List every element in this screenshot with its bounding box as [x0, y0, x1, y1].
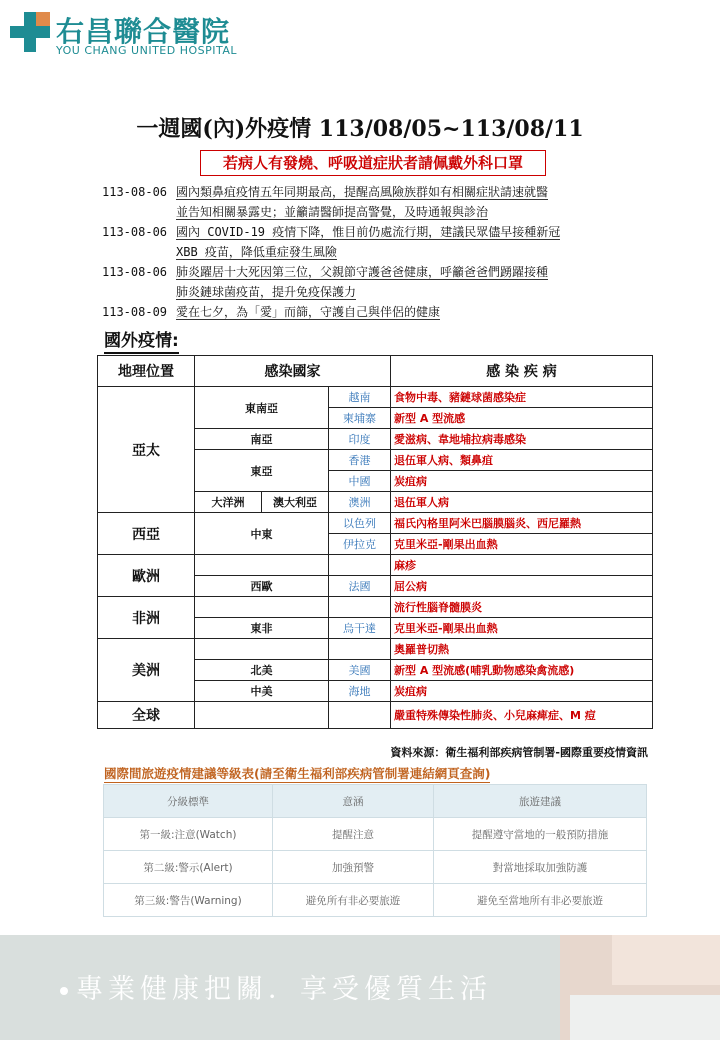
news-date: 113-08-09: [102, 305, 168, 319]
table-row: [98, 555, 653, 576]
disease-cell: 屈公病: [391, 576, 653, 597]
disease-cell: 炭疽病: [391, 471, 653, 492]
news-text-line: 愛在七夕，為「愛」而篩，守護自己與伴侶的健康: [176, 305, 441, 319]
table-header-row: [98, 356, 653, 387]
region-cell: 西亞: [98, 513, 195, 555]
subregion-cell: 中美: [195, 681, 329, 702]
news-text-line: 國內 COVID-19 疫情下降，惟目前仍處流行期，建議民眾儘早接種新冠: [176, 225, 561, 239]
disease-cell: 流行性腦脊髓膜炎: [391, 597, 653, 618]
country-cell: 以色列: [329, 513, 391, 534]
country-cell: 印度: [329, 429, 391, 450]
disease-cell: 退伍軍人病: [391, 492, 653, 513]
table-row: [104, 818, 647, 851]
news-item: [102, 222, 662, 262]
travel-advice-cell: 提醒遵守當地的一般預防措施: [434, 818, 647, 851]
subregion-cell: 北美: [195, 660, 329, 681]
disease-cell: 福氏內格里阿米巴腦膜腦炎、西尼羅熱: [391, 513, 653, 534]
country-cell: 香港: [329, 450, 391, 471]
disease-cell: 愛滋病、韋地埔拉病毒感染: [391, 429, 653, 450]
subregion-cell: 東南亞: [195, 387, 329, 429]
news-item: [102, 302, 662, 322]
subregion-cell: 南亞: [195, 429, 329, 450]
table-row: [104, 884, 647, 917]
travel-meaning-cell: 提醒注意: [273, 818, 434, 851]
table-row: [98, 702, 653, 729]
country-cell: [329, 639, 391, 660]
news-item: [102, 182, 662, 222]
header-country: 感染國家: [195, 356, 391, 387]
disease-cell: 炭疽病: [391, 681, 653, 702]
travel-header-meaning: 意涵: [273, 785, 434, 818]
slogan-text: 專業健康把關．享受優質生活: [76, 974, 492, 1005]
disease-cell: 克里米亞-剛果出血熱: [391, 618, 653, 639]
country-cell: [329, 702, 391, 729]
travel-header-advice: 旅遊建議: [434, 785, 647, 818]
news-text-line: 肺炎鏈球菌疫苗，提升免疫保護力: [176, 285, 357, 299]
header-disease: 感 染 疾 病: [391, 356, 653, 387]
international-section-title: 國外疫情:: [104, 326, 179, 354]
news-text-line: 肺炎躍居十大死因第三位，父親節守護爸爸健康，呼籲爸爸們踴躍接種: [176, 265, 549, 279]
bullet-dot-icon: [60, 987, 68, 995]
travel-level-cell: 第三級:警告(Warning): [104, 884, 273, 917]
table-row: [98, 639, 653, 660]
travel-header-level: 分級標準: [104, 785, 273, 818]
subregion-cell: [195, 702, 329, 729]
domestic-news-list: [102, 182, 662, 322]
subregion-cell: [195, 639, 329, 660]
table-row: [104, 851, 647, 884]
travel-level-cell: 第二級:警示(Alert): [104, 851, 273, 884]
country-cell: 澳洲: [329, 492, 391, 513]
travel-level-cell: 第一級:注意(Watch): [104, 818, 273, 851]
country-cell: 烏干達: [329, 618, 391, 639]
country-cell: 美國: [329, 660, 391, 681]
disease-cell: 嚴重特殊傳染性肺炎、小兒麻痺症、M 痘: [391, 702, 653, 729]
subregion-cell: 東非: [195, 618, 329, 639]
subregion-cell: 西歐: [195, 576, 329, 597]
hospital-logo: [6, 4, 266, 60]
subregion-cell: 東亞: [195, 450, 329, 492]
international-epidemic-table: [97, 355, 653, 729]
country-cell: [329, 555, 391, 576]
region-cell: 全球: [98, 702, 195, 729]
news-item: [102, 262, 662, 302]
country-cell: [329, 597, 391, 618]
logo-name: 右昌聯合醫院: [56, 15, 231, 48]
subregion-cell: [195, 597, 329, 618]
region-cell: 歐洲: [98, 555, 195, 597]
travel-advisory-title[interactable]: 國際間旅遊疫情建議等級表(請至衛生福利部疾病管制署連結網頁查詢): [104, 766, 491, 781]
country-cell: 海地: [329, 681, 391, 702]
mask-warning: 若病人有發燒、呼吸道症狀者請佩戴外科口罩: [200, 150, 546, 176]
disease-cell: 新型 A 型流感: [391, 408, 653, 429]
travel-header-row: [104, 785, 647, 818]
news-text-line: 並告知相關暴露史；並籲請醫師提高警覺，及時通報與診治: [176, 205, 489, 219]
news-date: 113-08-06: [102, 225, 168, 239]
region-cell: 美洲: [98, 639, 195, 702]
country-cell: 伊拉克: [329, 534, 391, 555]
logo-english-name: YOU CHANG UNITED HOSPITAL: [56, 44, 238, 57]
subregion-cell: 澳大利亞: [262, 492, 329, 513]
disease-cell: 食物中毒、豬鏈球菌感染症: [391, 387, 653, 408]
region-cell: 非洲: [98, 597, 195, 639]
table-row: [98, 513, 653, 534]
disease-cell: 克里米亞-剛果出血熱: [391, 534, 653, 555]
disease-cell: 退伍軍人病、類鼻疽: [391, 450, 653, 471]
travel-advice-cell: 避免至當地所有非必要旅遊: [434, 884, 647, 917]
disease-cell: 麻疹: [391, 555, 653, 576]
travel-meaning-cell: 避免所有非必要旅遊: [273, 884, 434, 917]
data-source: 資料來源：衛生福利部疾病管制署-國際重要疫情資訊: [390, 746, 648, 759]
news-date: 113-08-06: [102, 185, 168, 199]
country-cell: 法國: [329, 576, 391, 597]
news-text-line: 國內類鼻疽疫情五年同期最高，提醒高風險族群如有相關症狀請速就醫: [176, 185, 549, 199]
page-title: 一週國(內)外疫情 113/08/05~113/08/11: [136, 116, 584, 142]
country-cell: 中國: [329, 471, 391, 492]
decorative-shape: [612, 935, 720, 985]
header-region: 地理位置: [98, 356, 195, 387]
news-text-line: XBB 疫苗，降低重症發生風險: [176, 245, 337, 259]
disease-cell: 新型 A 型流感(哺乳動物感染禽流感): [391, 660, 653, 681]
footer-slogan: [60, 967, 492, 1006]
travel-advice-cell: 對當地採取加強防護: [434, 851, 647, 884]
cross-logo-icon: [10, 12, 50, 52]
disease-cell: 奧羅普切熱: [391, 639, 653, 660]
table-row: [98, 387, 653, 408]
travel-meaning-cell: 加強預警: [273, 851, 434, 884]
travel-advisory-table: [103, 784, 647, 917]
footer-banner: [0, 935, 720, 1040]
subregion-cell: [195, 555, 329, 576]
subregion-cell: 中東: [195, 513, 329, 555]
decorative-shape: [570, 995, 720, 1040]
news-date: 113-08-06: [102, 265, 168, 279]
country-cell: 越南: [329, 387, 391, 408]
subregion-cell: 大洋洲: [195, 492, 262, 513]
table-row: [98, 597, 653, 618]
country-cell: 柬埔寨: [329, 408, 391, 429]
region-cell: 亞太: [98, 387, 195, 513]
